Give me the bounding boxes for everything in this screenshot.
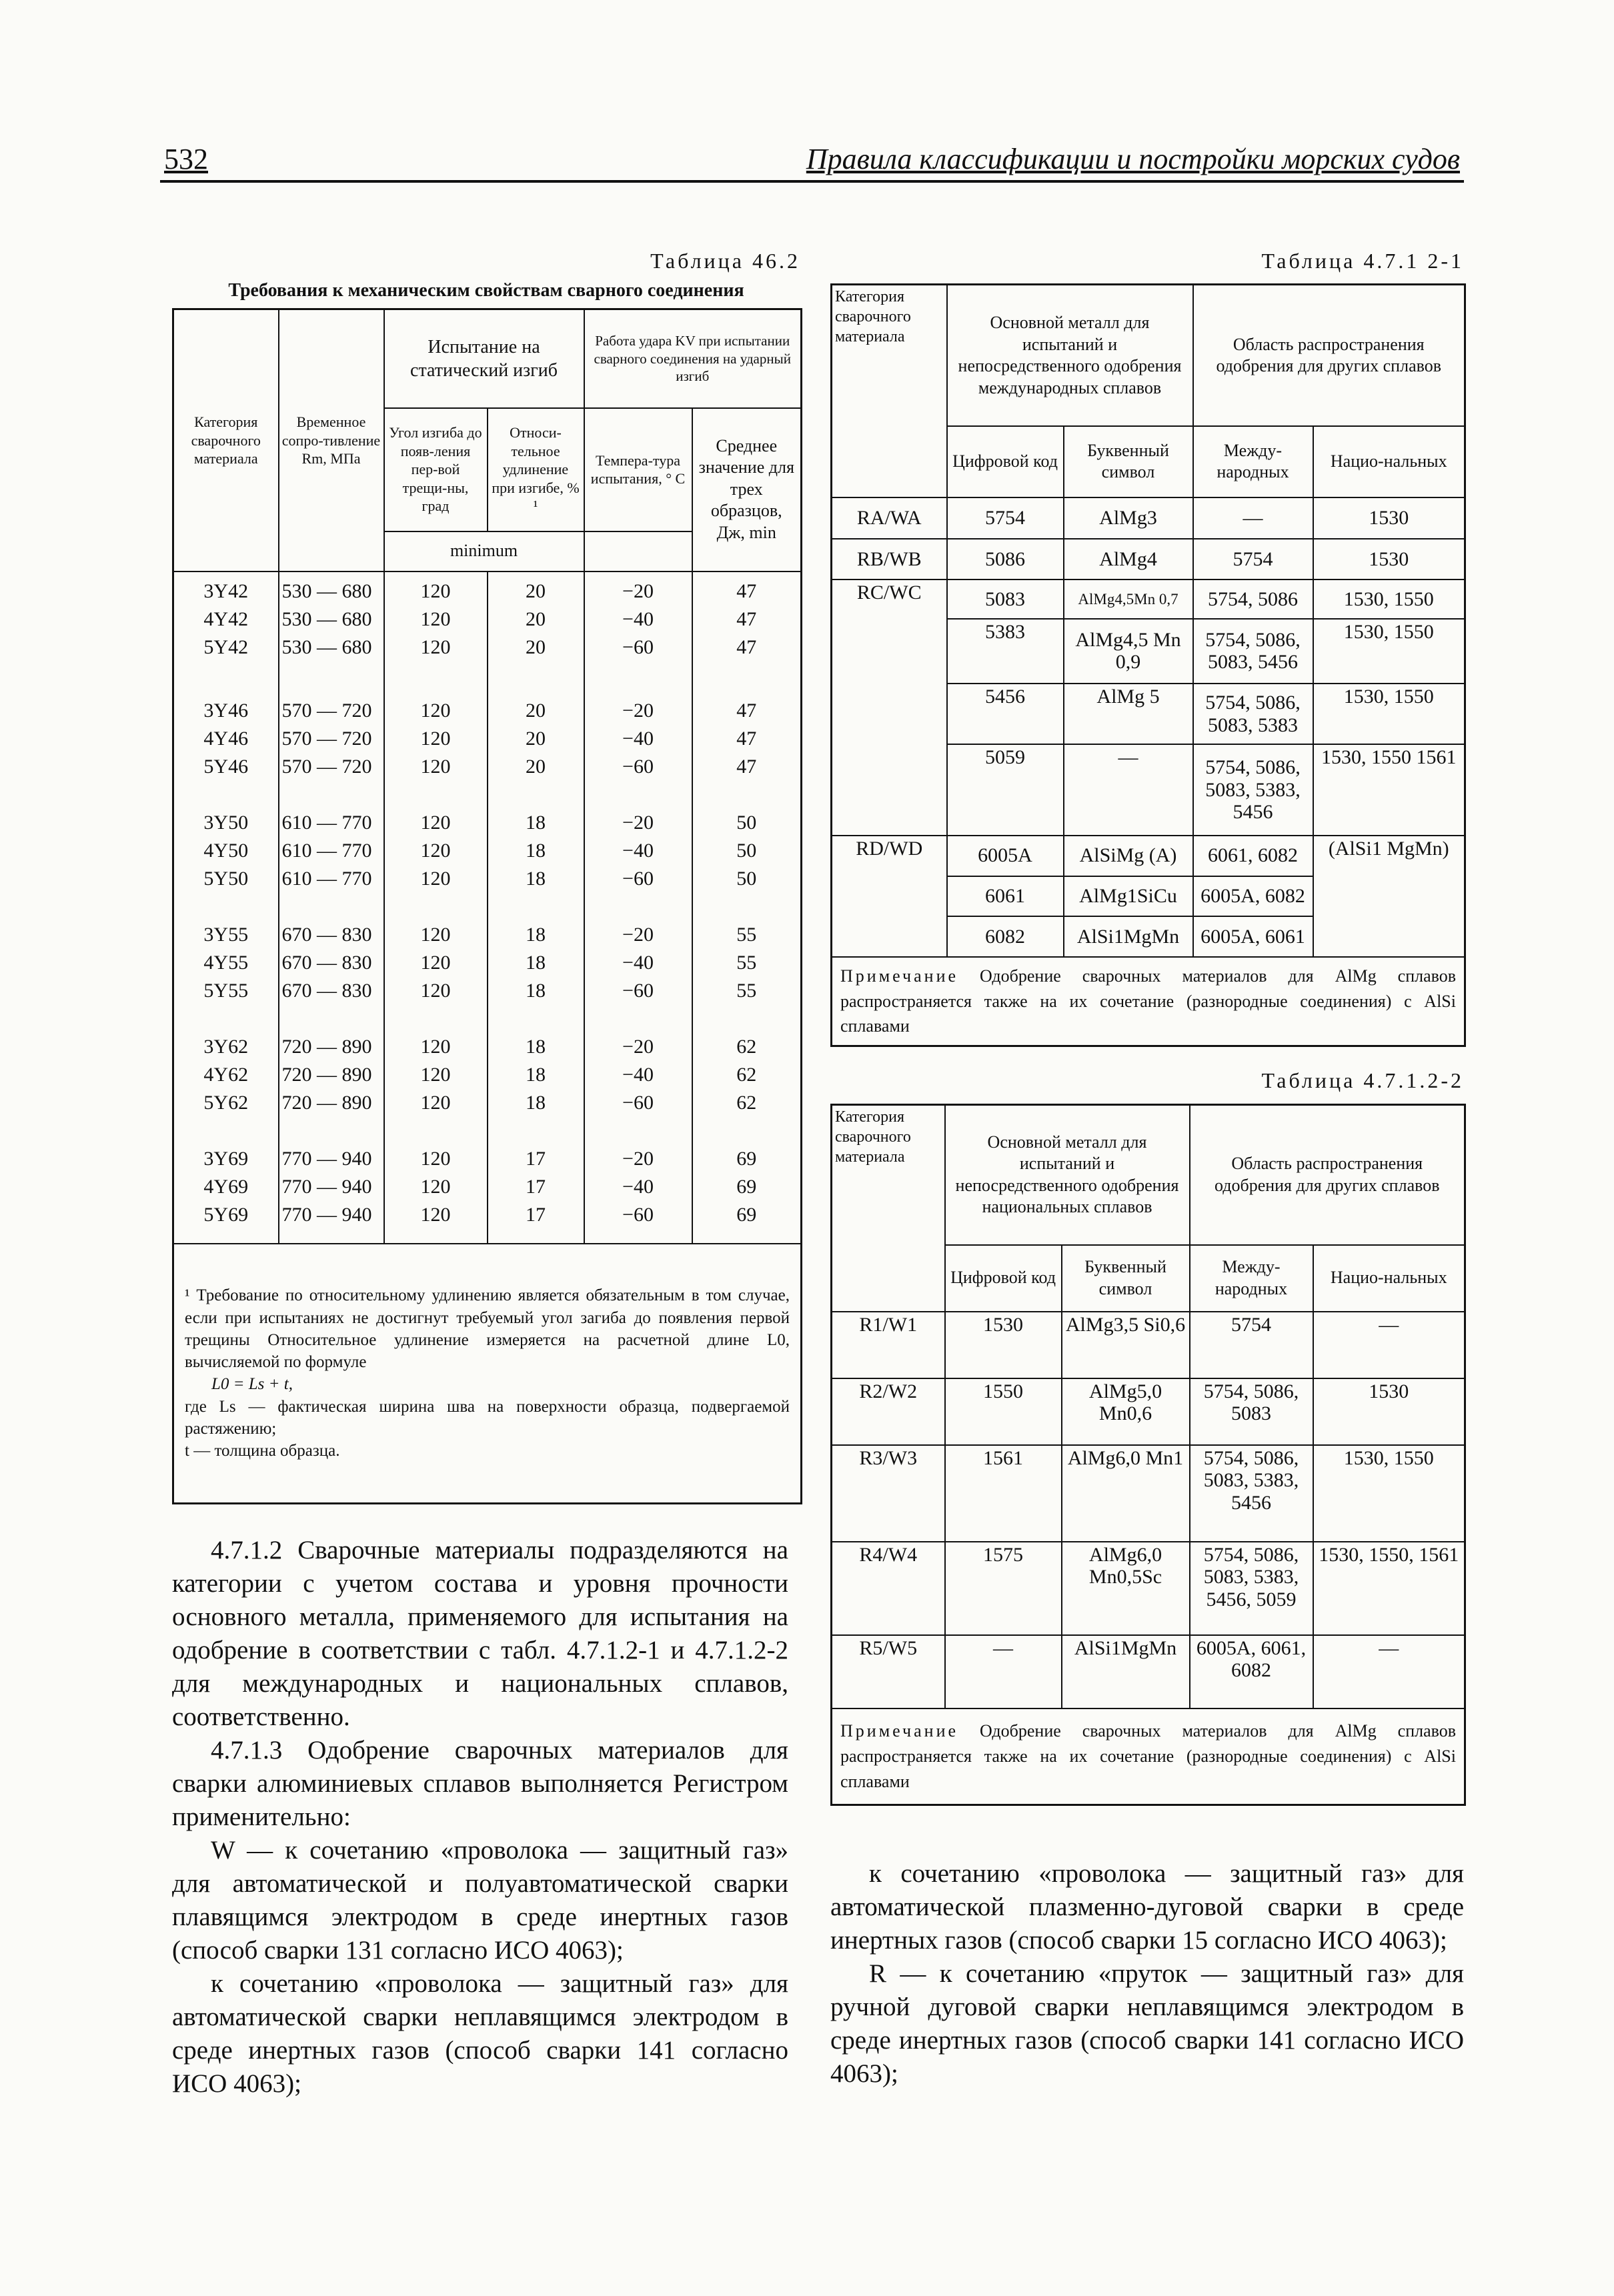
cell-value: 530 — 680 bbox=[281, 580, 372, 602]
cell-value: 18 bbox=[526, 979, 546, 1002]
table-row-group bbox=[173, 1132, 802, 1244]
code-cell: 1550 bbox=[945, 1378, 1062, 1445]
table-4712-2-note bbox=[832, 1708, 1465, 1805]
international-cell: 5754, 5086, 5083, 5456 bbox=[1193, 619, 1313, 684]
symbol-cell: AlSi1MgMn bbox=[1064, 916, 1193, 957]
cell-value: 120 bbox=[420, 727, 451, 750]
tensile-cell bbox=[279, 796, 384, 908]
table-4712-1 bbox=[830, 283, 1466, 1047]
table-row-group bbox=[173, 796, 802, 908]
symbol-cell: AlMg3 bbox=[1064, 497, 1193, 539]
international-cell: 6061, 6082 bbox=[1193, 836, 1313, 876]
table-4712-2 bbox=[830, 1104, 1466, 1806]
col-header-impact: Работа удара KV при испытании сварного соединения на ударный изгиб bbox=[584, 309, 802, 408]
angle-cell bbox=[384, 796, 488, 908]
paragraph-r: R — к сочетанию «пруток — защитный газ» для ручной дуговой сварки неплавящимся электродом в среде инертных газов (способ сварки 141 согласно ИСО 4063); bbox=[830, 1959, 1464, 2088]
cell-value: 55 bbox=[736, 979, 757, 1002]
international-cell: 5754 bbox=[1193, 539, 1313, 580]
symbol-cell: AlMg4 bbox=[1064, 539, 1193, 580]
category-cell: RD/WD bbox=[832, 836, 947, 957]
elongation-cell bbox=[488, 796, 584, 908]
national-cell: (AlSi1 MgMn) bbox=[1313, 836, 1465, 957]
tensile-cell bbox=[279, 1020, 384, 1132]
cell-value: 5Y62 bbox=[203, 1091, 249, 1114]
sub-header-average: Среднее значение для трех образцов, Дж, min bbox=[692, 408, 802, 571]
code-cell: 5086 bbox=[947, 539, 1064, 580]
category-cell bbox=[173, 908, 279, 1020]
table-row-group bbox=[173, 1020, 802, 1132]
cell-value: −60 bbox=[622, 755, 654, 778]
cell-value: 4Y50 bbox=[203, 839, 249, 862]
code-cell: 5083 bbox=[947, 580, 1064, 619]
tensile-cell bbox=[279, 1132, 384, 1244]
text-column-left bbox=[172, 1534, 788, 2101]
cell-value: 770 — 940 bbox=[281, 1203, 372, 1226]
cell-value: 50 bbox=[736, 839, 757, 862]
cell-value: 18 bbox=[526, 923, 546, 946]
cell-value: 3Y55 bbox=[203, 923, 249, 946]
cell-value: 47 bbox=[736, 727, 757, 750]
col-header-tensile: Временное сопро-тивление Rm, МПа bbox=[279, 309, 384, 571]
category-cell bbox=[173, 796, 279, 908]
temperature-cell bbox=[584, 1132, 692, 1244]
cell-value: −60 bbox=[622, 979, 654, 1002]
cell-value: −20 bbox=[622, 923, 654, 946]
international-cell: 5754 bbox=[1190, 1312, 1313, 1378]
category-cell bbox=[173, 1132, 279, 1244]
cell-value: 120 bbox=[420, 979, 451, 1002]
paragraph-tig: к сочетанию «проволока — защитный газ» для автоматической сварки неплавящимся электродом в среде инертных газов (способ сварки 141 согласно ИСО 4063); bbox=[172, 1969, 788, 2098]
elongation-cell bbox=[488, 1132, 584, 1244]
temperature-cell bbox=[584, 1020, 692, 1132]
table-row bbox=[832, 1542, 1465, 1635]
note-label: Примечание bbox=[840, 966, 959, 986]
cell-value: −60 bbox=[622, 1091, 654, 1114]
table-row bbox=[832, 539, 1465, 580]
cell-value: 120 bbox=[420, 1203, 451, 1226]
cell-value: 120 bbox=[420, 867, 451, 890]
cell-value: −40 bbox=[622, 839, 654, 862]
table-row bbox=[832, 580, 1465, 619]
note-text: Одобрение сварочных материалов для AlMg сплавов распространяется также на их сочетание (разнородные соединения) с AlSi сплавами bbox=[840, 966, 1457, 1036]
cell-value: 120 bbox=[420, 1091, 451, 1114]
page-header bbox=[160, 139, 1464, 183]
cell-value: −20 bbox=[622, 811, 654, 834]
text-column-right bbox=[830, 1857, 1464, 2091]
table-row bbox=[832, 1445, 1465, 1542]
category-cell: R5/W5 bbox=[832, 1635, 945, 1708]
average-cell bbox=[692, 1132, 802, 1244]
category-cell: R3/W3 bbox=[832, 1445, 945, 1542]
national-cell: 1530 bbox=[1313, 1378, 1465, 1445]
national-cell: 1530, 1550 bbox=[1313, 580, 1465, 619]
table-row bbox=[832, 497, 1465, 539]
table-row-group bbox=[173, 571, 802, 684]
code-cell: — bbox=[945, 1635, 1062, 1708]
running-title: Правила классификации и постройки морских судов bbox=[806, 143, 1460, 175]
cell-value: 55 bbox=[736, 951, 757, 974]
cell-value: 3Y69 bbox=[203, 1147, 249, 1170]
angle-cell bbox=[384, 571, 488, 684]
cell-value: 17 bbox=[526, 1203, 546, 1226]
sub-header-temperature: Темпера-тура испытания, ° С bbox=[584, 408, 692, 531]
cell-value: −60 bbox=[622, 636, 654, 658]
table-row bbox=[832, 1312, 1465, 1378]
cell-value: 55 bbox=[736, 923, 757, 946]
sub-header-international: Между-народных bbox=[1193, 426, 1313, 497]
cell-value: 47 bbox=[736, 636, 757, 658]
international-cell: 6005A, 6061 bbox=[1193, 916, 1313, 957]
national-cell: — bbox=[1313, 1312, 1465, 1378]
cell-value: −20 bbox=[622, 699, 654, 722]
temperature-cell bbox=[584, 908, 692, 1020]
cell-value: −20 bbox=[622, 1147, 654, 1170]
angle-cell bbox=[384, 908, 488, 1020]
cell-value: 18 bbox=[526, 811, 546, 834]
international-cell: 5754, 5086, 5083 bbox=[1190, 1378, 1313, 1445]
national-cell: 1530, 1550, 1561 bbox=[1313, 1542, 1465, 1635]
cell-value: 69 bbox=[736, 1147, 757, 1170]
cell-value: 20 bbox=[526, 727, 546, 750]
elongation-cell bbox=[488, 571, 584, 684]
cell-value: −40 bbox=[622, 727, 654, 750]
cell-value: 720 — 890 bbox=[281, 1091, 372, 1114]
cell-value: −40 bbox=[622, 1063, 654, 1086]
cell-value: 69 bbox=[736, 1203, 757, 1226]
sub-header-symbol: Буквенный символ bbox=[1064, 426, 1193, 497]
elongation-cell bbox=[488, 684, 584, 796]
symbol-cell: AlMg4,5Mn 0,7 bbox=[1064, 580, 1193, 619]
cell-value: 120 bbox=[420, 1063, 451, 1086]
col-header-base-metal: Основной металл для испытаний и непосредственного одобрения международных сплавов bbox=[947, 285, 1193, 427]
category-cell: R4/W4 bbox=[832, 1542, 945, 1635]
sub-header-national: Нацио-нальных bbox=[1313, 426, 1465, 497]
temperature-cell bbox=[584, 684, 692, 796]
cell-value: 570 — 720 bbox=[281, 727, 372, 750]
table-row bbox=[832, 1378, 1465, 1445]
cell-value: 720 — 890 bbox=[281, 1035, 372, 1058]
cell-value: 20 bbox=[526, 608, 546, 630]
cell-value: −20 bbox=[622, 1035, 654, 1058]
cell-value: 720 — 890 bbox=[281, 1063, 372, 1086]
cell-value: 47 bbox=[736, 755, 757, 778]
cell-value: 570 — 720 bbox=[281, 699, 372, 722]
cell-value: 20 bbox=[526, 755, 546, 778]
cell-value: 670 — 830 bbox=[281, 923, 372, 946]
col-header-category: Категория сварочного материала bbox=[173, 309, 279, 571]
angle-cell bbox=[384, 1132, 488, 1244]
cell-value: 770 — 940 bbox=[281, 1175, 372, 1198]
cell-value: 50 bbox=[736, 811, 757, 834]
cell-value: 530 — 680 bbox=[281, 636, 372, 658]
category-cell bbox=[173, 571, 279, 684]
cell-value: 120 bbox=[420, 923, 451, 946]
table-row-group bbox=[173, 684, 802, 796]
cell-value: 570 — 720 bbox=[281, 755, 372, 778]
cell-value: 610 — 770 bbox=[281, 811, 372, 834]
category-cell: R2/W2 bbox=[832, 1378, 945, 1445]
international-cell: 6005A, 6061, 6082 bbox=[1190, 1635, 1313, 1708]
footnote-line: где Ls — фактическая ширина шва на поверхности образца, подвергаемой растяжению; bbox=[185, 1397, 790, 1438]
cell-value: 770 — 940 bbox=[281, 1147, 372, 1170]
national-cell: 1530 bbox=[1313, 497, 1465, 539]
category-cell: R1/W1 bbox=[832, 1312, 945, 1378]
cell-value: 4Y46 bbox=[203, 727, 249, 750]
international-cell: 5754, 5086, 5083, 5383, 5456 bbox=[1193, 744, 1313, 836]
international-cell: 5754, 5086, 5083, 5383 bbox=[1193, 684, 1313, 744]
national-cell: 1530, 1550 bbox=[1313, 1445, 1465, 1542]
cell-value: 5Y50 bbox=[203, 867, 249, 890]
cell-value: 20 bbox=[526, 699, 546, 722]
cell-value: 120 bbox=[420, 1147, 451, 1170]
cell-value: 47 bbox=[736, 580, 757, 602]
cell-value: 5Y42 bbox=[203, 636, 249, 658]
table-4712-1-note bbox=[832, 957, 1465, 1046]
code-cell: 5059 bbox=[947, 744, 1064, 836]
cell-value: 610 — 770 bbox=[281, 839, 372, 862]
table-4712-1-caption: Таблица 4.7.1 2-1 bbox=[1261, 249, 1464, 273]
cell-value: 120 bbox=[420, 951, 451, 974]
sub-header-code: Цифровой код bbox=[947, 426, 1064, 497]
cell-value: 18 bbox=[526, 1063, 546, 1086]
average-cell bbox=[692, 908, 802, 1020]
cell-value: 5Y69 bbox=[203, 1203, 249, 1226]
cell-value: 62 bbox=[736, 1091, 757, 1114]
cell-value: 670 — 830 bbox=[281, 951, 372, 974]
angle-cell bbox=[384, 1020, 488, 1132]
symbol-cell: AlMg4,5 Mn 0,9 bbox=[1064, 619, 1193, 684]
cell-value: 5Y46 bbox=[203, 755, 249, 778]
symbol-cell: AlMg 5 bbox=[1064, 684, 1193, 744]
table-row-group bbox=[173, 908, 802, 1020]
cell-value: 47 bbox=[736, 608, 757, 630]
paragraph-4713: 4.7.1.3 Одобрение сварочных материалов для сварки алюминиевых сплавов выполняется Регистром применительно: bbox=[172, 1736, 788, 1831]
international-cell: 5754, 5086, 5083, 5383, 5456 bbox=[1190, 1445, 1313, 1542]
national-cell: 1530, 1550 1561 bbox=[1313, 744, 1465, 836]
cell-value: 4Y42 bbox=[203, 608, 249, 630]
code-cell: 5754 bbox=[947, 497, 1064, 539]
page-number: 532 bbox=[164, 143, 208, 175]
symbol-cell: AlSi1MgMn bbox=[1062, 1635, 1190, 1708]
code-cell: 1561 bbox=[945, 1445, 1062, 1542]
temperature-cell bbox=[584, 571, 692, 684]
sub-header-elongation: Относи-тельное удлинение при изгибе, % ¹ bbox=[488, 408, 584, 531]
col-header-approval-area: Область распространения одобрения для других сплавов bbox=[1190, 1105, 1465, 1245]
tensile-cell bbox=[279, 684, 384, 796]
code-cell: 6061 bbox=[947, 876, 1064, 917]
cell-value: 120 bbox=[420, 755, 451, 778]
code-cell: 6005A bbox=[947, 836, 1064, 876]
cell-value: −40 bbox=[622, 951, 654, 974]
cell-value: 120 bbox=[420, 580, 451, 602]
symbol-cell: AlMg6,0 Mn0,5Sc bbox=[1062, 1542, 1190, 1635]
footnote-formula: L0 = Ls + t, bbox=[211, 1375, 293, 1394]
international-cell: 5754, 5086 bbox=[1193, 580, 1313, 619]
tensile-cell bbox=[279, 908, 384, 1020]
angle-cell bbox=[384, 684, 488, 796]
col-header-category: Категория сварочного материала bbox=[832, 285, 947, 497]
col-header-approval-area: Область распространения одобрения для других сплавов bbox=[1193, 285, 1465, 427]
code-cell: 1575 bbox=[945, 1542, 1062, 1635]
paragraph-4712: 4.7.1.2 Сварочные материалы подразделяются на категории с учетом состава и уровня прочности основного металла, применяемого для испытания на одобрение в соответствии с табл. 4.7.1.2-1 и 4.7.1.2-2 для международных и национальных сплавов, соответственно. bbox=[172, 1536, 788, 1731]
cell-value: 3Y46 bbox=[203, 699, 249, 722]
cell-value: 120 bbox=[420, 1035, 451, 1058]
national-cell: — bbox=[1313, 1635, 1465, 1708]
cell-value: 120 bbox=[420, 839, 451, 862]
international-cell: 6005A, 6082 bbox=[1193, 876, 1313, 917]
sub-header-international: Между-народных bbox=[1190, 1245, 1313, 1312]
cell-value: 120 bbox=[420, 1175, 451, 1198]
cell-value: 120 bbox=[420, 699, 451, 722]
cell-value: 3Y42 bbox=[203, 580, 249, 602]
cell-value: 610 — 770 bbox=[281, 867, 372, 890]
table-row bbox=[832, 1635, 1465, 1708]
sub-header-symbol: Буквенный символ bbox=[1062, 1245, 1190, 1312]
cell-value: 4Y69 bbox=[203, 1175, 249, 1198]
col-header-category: Категория сварочного материала bbox=[832, 1105, 945, 1312]
table-row bbox=[832, 836, 1465, 876]
national-cell: 1530 bbox=[1313, 539, 1465, 580]
note-text: Одобрение сварочных материалов для AlMg сплавов распространяется также на их сочетание (разнородные соединения) с AlSi сплавами bbox=[840, 1721, 1457, 1791]
symbol-cell: AlMg3,5 Si0,6 bbox=[1062, 1312, 1190, 1378]
national-cell: 1530, 1550 bbox=[1313, 619, 1465, 684]
code-cell: 1530 bbox=[945, 1312, 1062, 1378]
cell-value: 62 bbox=[736, 1035, 757, 1058]
cell-value: 17 bbox=[526, 1175, 546, 1198]
cell-value: −60 bbox=[622, 1203, 654, 1226]
cell-value: 62 bbox=[736, 1063, 757, 1086]
code-cell: 5383 bbox=[947, 619, 1064, 684]
cell-value: 20 bbox=[526, 580, 546, 602]
cell-value: −40 bbox=[622, 1175, 654, 1198]
table-46-2-caption: Таблица 46.2 bbox=[650, 249, 800, 273]
tensile-cell bbox=[279, 571, 384, 684]
symbol-cell: AlMg5,0 Mn0,6 bbox=[1062, 1378, 1190, 1445]
cell-value: −20 bbox=[622, 580, 654, 602]
category-cell: RB/WB bbox=[832, 539, 947, 580]
cell-value: 4Y62 bbox=[203, 1063, 249, 1086]
elongation-cell bbox=[488, 1020, 584, 1132]
elongation-cell bbox=[488, 908, 584, 1020]
sub-header-code: Цифровой код bbox=[945, 1245, 1062, 1312]
international-cell: 5754, 5086, 5083, 5383, 5456, 5059 bbox=[1190, 1542, 1313, 1635]
cell-value: 18 bbox=[526, 1091, 546, 1114]
cell-value: 17 bbox=[526, 1147, 546, 1170]
cell-value: 4Y55 bbox=[203, 951, 249, 974]
cell-value: 120 bbox=[420, 636, 451, 658]
note-label: Примечание bbox=[840, 1721, 959, 1741]
table-46-2-body bbox=[173, 571, 802, 1244]
cell-value: −40 bbox=[622, 608, 654, 630]
cell-value: 670 — 830 bbox=[281, 979, 372, 1002]
category-cell bbox=[173, 684, 279, 796]
cell-value: 18 bbox=[526, 1035, 546, 1058]
table-46-2-footnote bbox=[173, 1244, 802, 1504]
col-header-base-metal: Основной металл для испытаний и непосредственного одобрения национальных сплавов bbox=[945, 1105, 1190, 1245]
symbol-cell: AlMg1SiCu bbox=[1064, 876, 1193, 917]
footnote-line: t — толщина образца. bbox=[185, 1442, 340, 1460]
cell-value: 120 bbox=[420, 811, 451, 834]
category-cell: RA/WA bbox=[832, 497, 947, 539]
national-cell: 1530, 1550 bbox=[1313, 684, 1465, 744]
temperature-cell bbox=[584, 796, 692, 908]
average-cell bbox=[692, 684, 802, 796]
cell-value: 18 bbox=[526, 951, 546, 974]
sub-header-angle: Угол изгиба до появ-ления пер-вой трещи-ны, град bbox=[384, 408, 488, 531]
cell-value: 530 — 680 bbox=[281, 608, 372, 630]
category-cell bbox=[173, 1020, 279, 1132]
cell-value: 18 bbox=[526, 867, 546, 890]
cell-value: −60 bbox=[622, 867, 654, 890]
code-cell: 6082 bbox=[947, 916, 1064, 957]
category-cell: RC/WC bbox=[832, 580, 947, 836]
cell-value: 3Y50 bbox=[203, 811, 249, 834]
cell-value: 3Y62 bbox=[203, 1035, 249, 1058]
paragraph-w: W — к сочетанию «проволока — защитный газ» для автоматической и полуавтоматической сварки плавящимся электродом в среде инертных газов (способ сварки 131 согласно ИСО 4063); bbox=[172, 1836, 788, 1965]
cell-value: 120 bbox=[420, 608, 451, 630]
table-46-2 bbox=[172, 308, 802, 1504]
table-46-2-title: Требования к механическим свойствам сварного соединения bbox=[228, 280, 744, 301]
cell-value: 5Y55 bbox=[203, 979, 249, 1002]
average-cell bbox=[692, 571, 802, 684]
international-cell: — bbox=[1193, 497, 1313, 539]
code-cell: 5456 bbox=[947, 684, 1064, 744]
table-4712-2-caption: Таблица 4.7.1.2-2 bbox=[1261, 1068, 1464, 1092]
cell-value: 20 bbox=[526, 636, 546, 658]
cell-value: 50 bbox=[736, 867, 757, 890]
symbol-cell: AlSiMg (A) bbox=[1064, 836, 1193, 876]
cell-value: 69 bbox=[736, 1175, 757, 1198]
cell-value: 47 bbox=[736, 699, 757, 722]
sub-header-national: Нацио-нальных bbox=[1313, 1245, 1465, 1312]
footnote-line: ¹ Требование по относительному удлинению является обязательным в том случае, если при испытаниях не достигнут требуемый угол загиба до появления первой трещины Относительное удлинение измеряется на расчетной длине L0, вычисляемой по формуле bbox=[185, 1286, 790, 1371]
cell-value: 18 bbox=[526, 839, 546, 862]
symbol-cell: — bbox=[1064, 744, 1193, 836]
average-cell bbox=[692, 1020, 802, 1132]
col-header-bend: Испытание на статический изгиб bbox=[384, 309, 584, 408]
paragraph-plasma: к сочетанию «проволока — защитный газ» для автоматической плазменно-дуговой сварки в среде инертных газов (способ сварки 15 согласно ИСО 4063); bbox=[830, 1859, 1464, 1955]
minimum-label: minimum bbox=[384, 531, 584, 571]
average-cell bbox=[692, 796, 802, 908]
symbol-cell: AlMg6,0 Mn1 bbox=[1062, 1445, 1190, 1542]
